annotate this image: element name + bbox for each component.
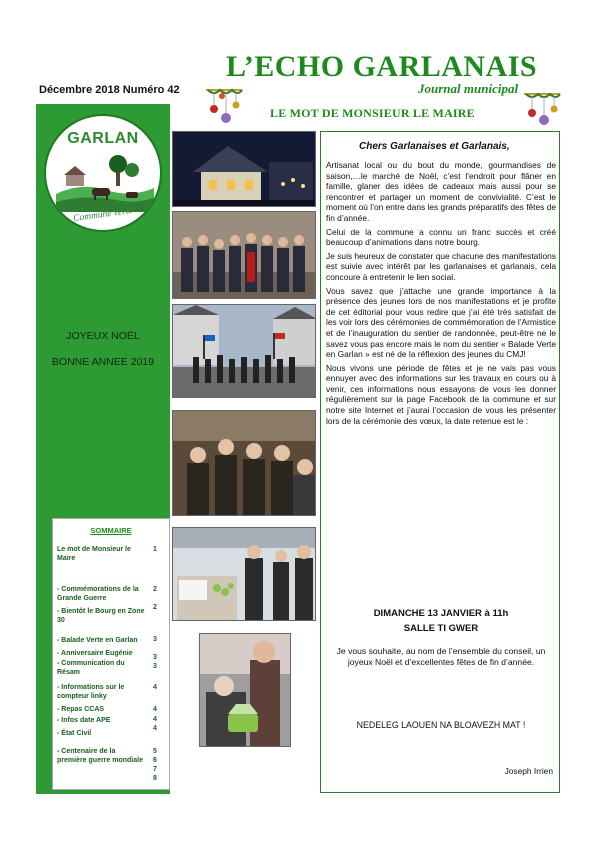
photo-armistice-ceremony — [172, 304, 316, 398]
toc-item[interactable]: - Bientôt le Bourg en Zone 30 — [57, 608, 145, 624]
toc-item[interactable]: - Communication du Résam — [57, 660, 125, 676]
photo-market-stalls — [172, 527, 316, 621]
commune-logo — [44, 114, 162, 232]
editorial-paragraph: Celui de la commune a connu un franc succès et créé beaucoup d’animations dans notre bourg. — [326, 226, 556, 248]
toc-page: 4 — [153, 716, 157, 723]
new-year-greeting: BONNE ANNEE 2019 — [51, 356, 155, 368]
logo-text: GARLAN — [67, 130, 139, 147]
toc-page: 4 — [153, 706, 157, 713]
editorial-body — [326, 160, 556, 429]
photo-eugenie-anniversary — [172, 410, 316, 516]
toc-item[interactable]: - Balade Verte en Garlan — [57, 637, 138, 644]
toc-item[interactable]: - Commémorations de la Grande Guerre — [57, 586, 139, 602]
toc-title: SOMMAIRE — [90, 526, 132, 535]
logo-subtitle: Commune verte — [72, 205, 134, 225]
toc-item[interactable]: - Centenaire de la première guerre mondiale — [57, 748, 143, 764]
newsletter-subtitle: Journal municipal — [418, 81, 519, 96]
toc-page: 3 — [153, 636, 157, 643]
table-of-contents — [52, 518, 170, 790]
christmas-greeting: JOYEUX NOËL — [66, 330, 140, 342]
toc-page: 1 — [153, 546, 157, 553]
editorial-greeting: Chers Garlanaises et Garlanais, — [359, 141, 510, 152]
mayor-editorial — [320, 131, 560, 793]
toc-page: 3 — [153, 663, 157, 670]
photo-youth-group — [172, 211, 316, 299]
event-date — [321, 606, 561, 636]
christmas-ornament-icon — [520, 88, 564, 132]
toc-page: 5 6 7 8 — [153, 748, 157, 782]
editorial-paragraph: Je suis heureux de constater que chacune des manifestations est suivie avec intérêt par les garlanaises et garlanais, cela concoure à entretenir le lien social. — [326, 250, 556, 282]
editorial-paragraph: Nous vivons une période de fêtes et je ne vais pas vous ennuyer avec des informations sur les travaux en cours ou à venir, ces informations nous essayons de vous les donner régulièrement sur la page Facebook de la commune et sur notre site Internet et j’aurai l’occasion de vous les présenter lors de la cérémonie des vœux, la date retenue est le : — [326, 362, 556, 426]
toc-item[interactable]: - Anniversaire Eugénie — [57, 650, 133, 657]
christmas-ornament-icon — [202, 84, 246, 128]
event-venue-line: SALLE TI GWER — [403, 623, 479, 634]
toc-page: 4 — [153, 725, 157, 732]
toc-page: 4 — [153, 684, 157, 691]
toc-item[interactable]: - Infos date APE — [57, 717, 111, 724]
toc-item[interactable]: Le mot de Monsieur le Maire — [57, 546, 131, 562]
toc-page: 2 — [153, 586, 157, 593]
breton-greeting: NEDELEG LAOUEN NA BLOAVEZH MAT ! — [356, 720, 526, 730]
newsletter-title: L’ECHO GARLANAIS — [226, 50, 538, 83]
editorial-paragraph: Vous savez que j’attache une grande importance à la présence des jeunes lors de nos manifestations et je profite de cet éditorial pour vous redire que j’ai été très satisfait de les voir lors des cérémonies de commémoration de l’Armistice et de l’inauguration du sentier de randonnée, peut-être ne le savez vous pas encore mais le nom du sentier « Balade Verte en Garlan » est né de la réflexion des jeunes du CMJ! — [326, 285, 556, 360]
editorial-wishes: Je vous souhaite, au nom de l’ensemble du conseil, un joyeux Noël et d’excellentes fêtes de fin d’année. — [336, 646, 546, 667]
toc-item[interactable]: - Repas CCAS — [57, 706, 105, 713]
mayor-signature: Joseph Irrien — [504, 766, 553, 776]
editorial-paragraph: Artisanat local ou du bout du monde, gourmandises de saison,…le marché de Noël, c’est l’endroit pour flâner en famille, glaner des idées de cadeaux mais aussi pour se rencontrer et partager un moment de convivialité. C’est le moment où l’on entre dans les grands préparatifs des fêtes de fin d’année. — [326, 160, 556, 223]
toc-item[interactable]: - État Civil — [57, 730, 92, 737]
section-title: LE MOT DE MONSIEUR LE MAIRE — [270, 106, 475, 120]
toc-page: 3 — [153, 654, 157, 661]
countryside-illustration — [56, 152, 154, 212]
photo-elderly-gift — [199, 633, 291, 747]
issue-date: Décembre 2018 Numéro 42 — [39, 84, 180, 96]
toc-page: 2 — [153, 604, 157, 611]
photo-christmas-market — [172, 131, 316, 207]
event-date-line: DIMANCHE 13 JANVIER à 11h — [373, 608, 509, 619]
toc-item[interactable]: - Informations sur le compteur linky — [57, 684, 125, 700]
